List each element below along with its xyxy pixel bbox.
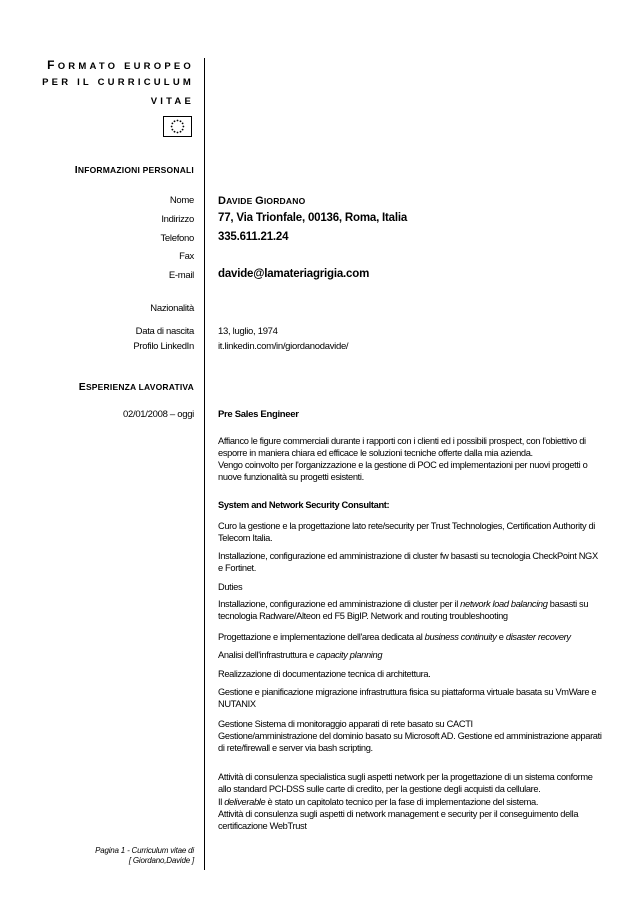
- text: Progettazione e implementazione dell'area dedicata al: [218, 632, 425, 642]
- paragraph: Attività di consulenza sugli aspetti di network management e security per il conseguimento della certificazione WebTrust: [218, 809, 579, 831]
- value-email: davide@lamateriagrigia.com: [218, 268, 370, 280]
- surname-rest: IORDANO: [263, 196, 306, 206]
- label-fax: Fax: [179, 251, 194, 262]
- text-italic: deliverable: [224, 797, 266, 807]
- label-email: E-mail: [168, 270, 194, 281]
- paragraph: Curo la gestione e la progettazione lato rete/security per Trust Technologies, Certification Authority di Telecom Italia.: [218, 521, 596, 543]
- paragraph: Installazione, configurazione ed amministrazione di cluster fw basasti su tecnologia CheckPoint NGX e Fortinet.: [218, 551, 598, 573]
- job-role-presales: Pre Sales Engineer: [218, 409, 299, 420]
- name-first-rest: AVIDE: [226, 196, 253, 206]
- text: e: [496, 632, 506, 642]
- cv-title-line3: VITAE: [150, 96, 194, 107]
- label-linkedin: Profilo LinkedIn: [133, 341, 194, 352]
- value-phone: 335.611.21.24: [218, 231, 289, 243]
- label-nationality: Nazionalità: [150, 303, 194, 314]
- paragraph: [218, 797, 602, 809]
- cv-title-line2: PER IL CURRICULUM: [42, 77, 194, 88]
- paragraph: Gestione e pianificazione migrazione infrastruttura fisica su piattaforma virtuale basata su VmWare e NUTANIX: [218, 687, 597, 709]
- title-initial: F: [47, 58, 58, 72]
- paragraph: Gestione/amministrazione del dominio basato su Microsoft AD. Gestione ed amministrazione apparati di rete/firewall e server via bash scripting.: [218, 731, 602, 753]
- text: è stato un capitolato tecnico per la fase di implementazione del sistema.: [265, 797, 539, 807]
- paragraph: [218, 632, 602, 644]
- paragraph: Duties: [218, 582, 243, 592]
- text: Installazione, configurazione ed amministrazione di cluster per il: [218, 599, 461, 609]
- value-name: [218, 195, 305, 207]
- text-italic: capacity planning: [316, 650, 383, 660]
- text-italic: network load balancing: [460, 599, 548, 609]
- paragraph: [218, 599, 602, 622]
- text: Analisi dell'infrastruttura e: [218, 650, 317, 660]
- job-role-security-consultant: System and Network Security Consultant:: [218, 500, 390, 510]
- text-italic: business continuity: [424, 632, 497, 642]
- page-footer: [95, 846, 194, 866]
- label-name: Nome: [169, 195, 194, 206]
- eu-flag-icon: [163, 116, 192, 137]
- section-work-experience: [79, 381, 194, 393]
- paragraph: Gestione Sistema di monitoraggio apparati di rete basato su CACTI: [218, 719, 473, 729]
- name-initial: D: [218, 195, 227, 207]
- experience-dates: 02/01/2008 – oggi: [123, 409, 194, 420]
- paragraph: [218, 650, 602, 662]
- text: basasti su tecnologia Radware/Alteon ed F5 BigIP. Network and routing troubleshooting: [218, 599, 589, 621]
- paragraph: Attività di consulenza specialistica sugli aspetti network per la progettazione di un sistema conforme allo standard PCI-DSS sulle carte di credito, per la gestione degli acquisti da cellulare.: [218, 772, 593, 794]
- paragraph: Realizzazione di documentazione tecnica di architettura.: [218, 669, 431, 679]
- text-italic: disaster recovery: [505, 632, 571, 642]
- section-rest: SPERIENZA LAVORATIVA: [85, 382, 194, 392]
- value-address: 77, Via Trionfale, 00136, Roma, Italia: [218, 212, 408, 224]
- column-divider: [204, 58, 205, 870]
- section-personal-info: [75, 164, 194, 176]
- cv-title-line1: [47, 58, 194, 72]
- label-phone: Telefono: [160, 233, 194, 244]
- footer-page-line: Pagina 1 - Curriculum vitae di: [95, 846, 194, 855]
- text: Il: [218, 797, 225, 807]
- footer-owner-line: [ Giordano,Davide ]: [128, 856, 194, 865]
- value-birth-date: 13, luglio, 1974: [218, 326, 278, 337]
- section-initial: I: [74, 164, 78, 176]
- label-birth-date: Data di nascita: [135, 326, 194, 337]
- value-linkedin: it.linkedin.com/in/giordanodavide/: [218, 341, 349, 352]
- paragraph: Vengo coinvolto per l'organizzazione e la gestione di POC ed implementazioni per nuovi progetti o nuove funzionalità su progetti esistenti.: [218, 460, 588, 482]
- label-address: Indirizzo: [161, 214, 194, 225]
- section-initial: E: [78, 381, 86, 393]
- section-rest: NFORMAZIONI PERSONALI: [77, 165, 194, 175]
- surname-initial: G: [255, 195, 264, 207]
- paragraph: Affianco le figure commerciali durante i rapporti con i clienti ed i possibili prospect, con l'obiettivo di esporre in maniera chiara ed efficace le soluzioni tecniche offerte dalla mia azienda.: [218, 436, 586, 458]
- title-rest: ORMATO EUROPEO: [57, 61, 194, 72]
